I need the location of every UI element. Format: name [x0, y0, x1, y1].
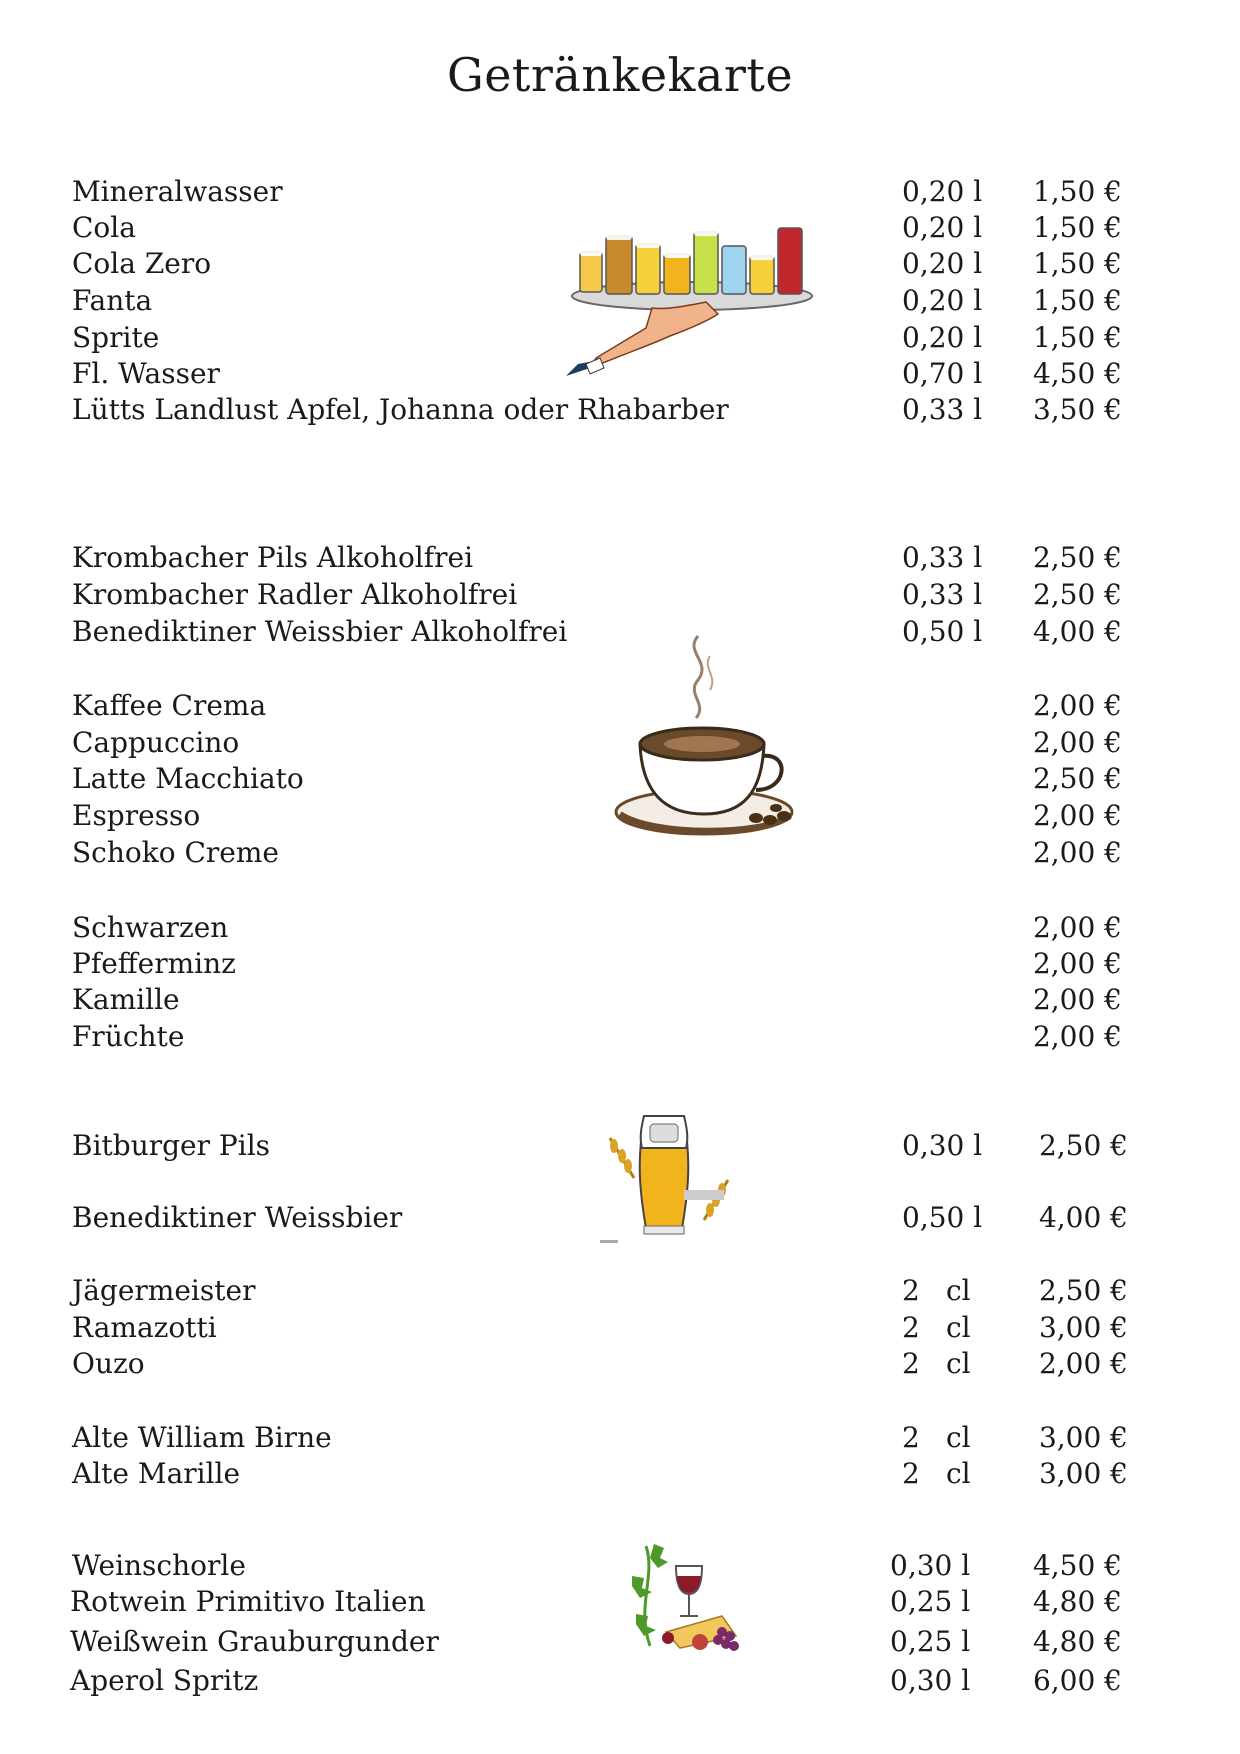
item-name: Pfefferminz	[72, 947, 236, 980]
item-price: 2,00 €	[1032, 799, 1122, 832]
item-volume: 0,20 l	[902, 284, 983, 317]
item-price: 3,00 €	[1038, 1311, 1128, 1344]
item-name: Fanta	[72, 284, 153, 317]
item-price: 2,00 €	[1032, 726, 1122, 759]
item-amount: 2	[902, 1421, 920, 1454]
beer-glass-icon	[600, 1108, 740, 1244]
item-volume	[902, 1273, 971, 1309]
item-name: Aperol Spritz	[70, 1664, 259, 1697]
item-name: Krombacher Radler Alkoholfrei	[72, 578, 518, 611]
item-name: Schwarzen	[72, 911, 229, 944]
item-price: 3,00 €	[1038, 1421, 1128, 1454]
item-price: 2,00 €	[1032, 947, 1122, 980]
menu-item	[0, 1346, 1240, 1382]
item-price: 2,50 €	[1038, 1274, 1128, 1307]
item-price: 2,00 €	[1038, 1347, 1128, 1380]
item-name: Rotwein Primitivo Italien	[70, 1585, 426, 1618]
item-name: Weißwein Grauburgunder	[70, 1625, 439, 1658]
menu-item	[0, 982, 1240, 1018]
item-name: Cola	[72, 211, 136, 244]
item-price: 1,50 €	[1032, 247, 1122, 280]
item-volume: 0,33 l	[902, 541, 983, 574]
item-name: Cola Zero	[72, 247, 212, 280]
item-price: 2,00 €	[1032, 983, 1122, 1016]
menu-item	[0, 540, 1240, 576]
item-unit: cl	[946, 1457, 971, 1490]
item-unit: cl	[946, 1347, 971, 1380]
item-volume: 0,50 l	[902, 615, 983, 648]
item-name: Früchte	[72, 1020, 185, 1053]
item-name: Fl. Wasser	[72, 357, 220, 390]
item-name: Jägermeister	[72, 1274, 256, 1307]
item-price: 2,00 €	[1032, 689, 1122, 722]
item-price: 1,50 €	[1032, 321, 1122, 354]
item-volume: 0,20 l	[902, 211, 983, 244]
item-unit: cl	[946, 1421, 971, 1454]
item-name: Cappuccino	[72, 726, 240, 759]
item-amount: 2	[902, 1457, 920, 1490]
item-price: 3,50 €	[1032, 393, 1122, 426]
item-price: 4,50 €	[1032, 1549, 1122, 1582]
item-name: Alte William Birne	[72, 1421, 332, 1454]
item-price: 2,00 €	[1032, 836, 1122, 869]
item-price: 1,50 €	[1032, 211, 1122, 244]
item-amount: 2	[902, 1274, 920, 1307]
item-volume: 0,25 l	[890, 1585, 971, 1618]
item-amount: 2	[902, 1311, 920, 1344]
item-price: 2,50 €	[1032, 541, 1122, 574]
item-volume: 0,20 l	[902, 175, 983, 208]
wine-and-cheese-icon	[626, 1536, 744, 1656]
item-volume	[902, 1310, 971, 1346]
item-name: Kaffee Crema	[72, 689, 267, 722]
item-name: Ouzo	[72, 1347, 145, 1380]
menu-item	[0, 1584, 1240, 1620]
item-name: Lütts Landlust Apfel, Johanna oder Rhabarber	[72, 393, 729, 426]
menu-item	[0, 577, 1240, 613]
item-name: Krombacher Pils Alkoholfrei	[72, 541, 474, 574]
item-name: Benediktiner Weissbier	[72, 1201, 403, 1234]
menu-item	[0, 1019, 1240, 1055]
menu-item	[0, 174, 1240, 210]
item-name: Schoko Creme	[72, 836, 279, 869]
item-volume: 0,33 l	[902, 578, 983, 611]
item-name: Latte Macchiato	[72, 762, 304, 795]
item-name: Weinschorle	[72, 1549, 246, 1582]
item-price: 2,00 €	[1032, 911, 1122, 944]
item-amount: 2	[902, 1347, 920, 1380]
coffee-cup-icon	[612, 632, 798, 842]
item-volume: 0,20 l	[902, 321, 983, 354]
item-price: 4,80 €	[1032, 1585, 1122, 1618]
item-volume: 0,70 l	[902, 357, 983, 390]
item-price: 4,00 €	[1032, 615, 1122, 648]
item-price: 3,00 €	[1038, 1457, 1128, 1490]
item-price: 1,50 €	[1032, 175, 1122, 208]
item-volume: 0,25 l	[890, 1625, 971, 1658]
item-price: 2,50 €	[1032, 762, 1122, 795]
item-volume	[902, 1456, 971, 1492]
item-name: Sprite	[72, 321, 160, 354]
item-name: Bitburger Pils	[72, 1129, 271, 1162]
menu-item	[0, 1624, 1240, 1660]
menu-item	[0, 946, 1240, 982]
item-volume: 0,30 l	[890, 1664, 971, 1697]
tray-of-drinks-icon	[566, 218, 820, 376]
item-price: 4,80 €	[1032, 1625, 1122, 1658]
item-name: Mineralwasser	[72, 175, 283, 208]
item-name: Benediktiner Weissbier Alkoholfrei	[72, 615, 568, 648]
menu-item	[0, 910, 1240, 946]
page-title: Getränkekarte	[446, 48, 794, 102]
item-price: 1,50 €	[1032, 284, 1122, 317]
item-volume: 0,20 l	[902, 247, 983, 280]
item-price: 6,00 €	[1032, 1664, 1122, 1697]
item-name: Kamille	[72, 983, 180, 1016]
menu-item	[0, 1456, 1240, 1492]
item-name: Espresso	[72, 799, 201, 832]
item-unit: cl	[946, 1274, 971, 1307]
item-price: 2,50 €	[1032, 578, 1122, 611]
item-unit: cl	[946, 1311, 971, 1344]
menu-item	[0, 1420, 1240, 1456]
menu-item	[0, 1273, 1240, 1309]
item-volume: 0,33 l	[902, 393, 983, 426]
menu-item	[0, 392, 1240, 428]
item-name: Ramazotti	[72, 1311, 217, 1344]
item-price: 4,00 €	[1038, 1201, 1128, 1234]
item-volume: 0,30 l	[890, 1549, 971, 1582]
menu-item	[0, 1663, 1240, 1699]
item-volume: 0,30 l	[902, 1129, 983, 1162]
item-price: 2,00 €	[1032, 1020, 1122, 1053]
menu-item	[0, 1548, 1240, 1584]
item-volume	[902, 1346, 971, 1382]
item-price: 4,50 €	[1032, 357, 1122, 390]
item-volume: 0,50 l	[902, 1201, 983, 1234]
item-volume	[902, 1420, 971, 1456]
item-name: Alte Marille	[72, 1457, 241, 1490]
menu-item	[0, 1310, 1240, 1346]
item-price: 2,50 €	[1038, 1129, 1128, 1162]
